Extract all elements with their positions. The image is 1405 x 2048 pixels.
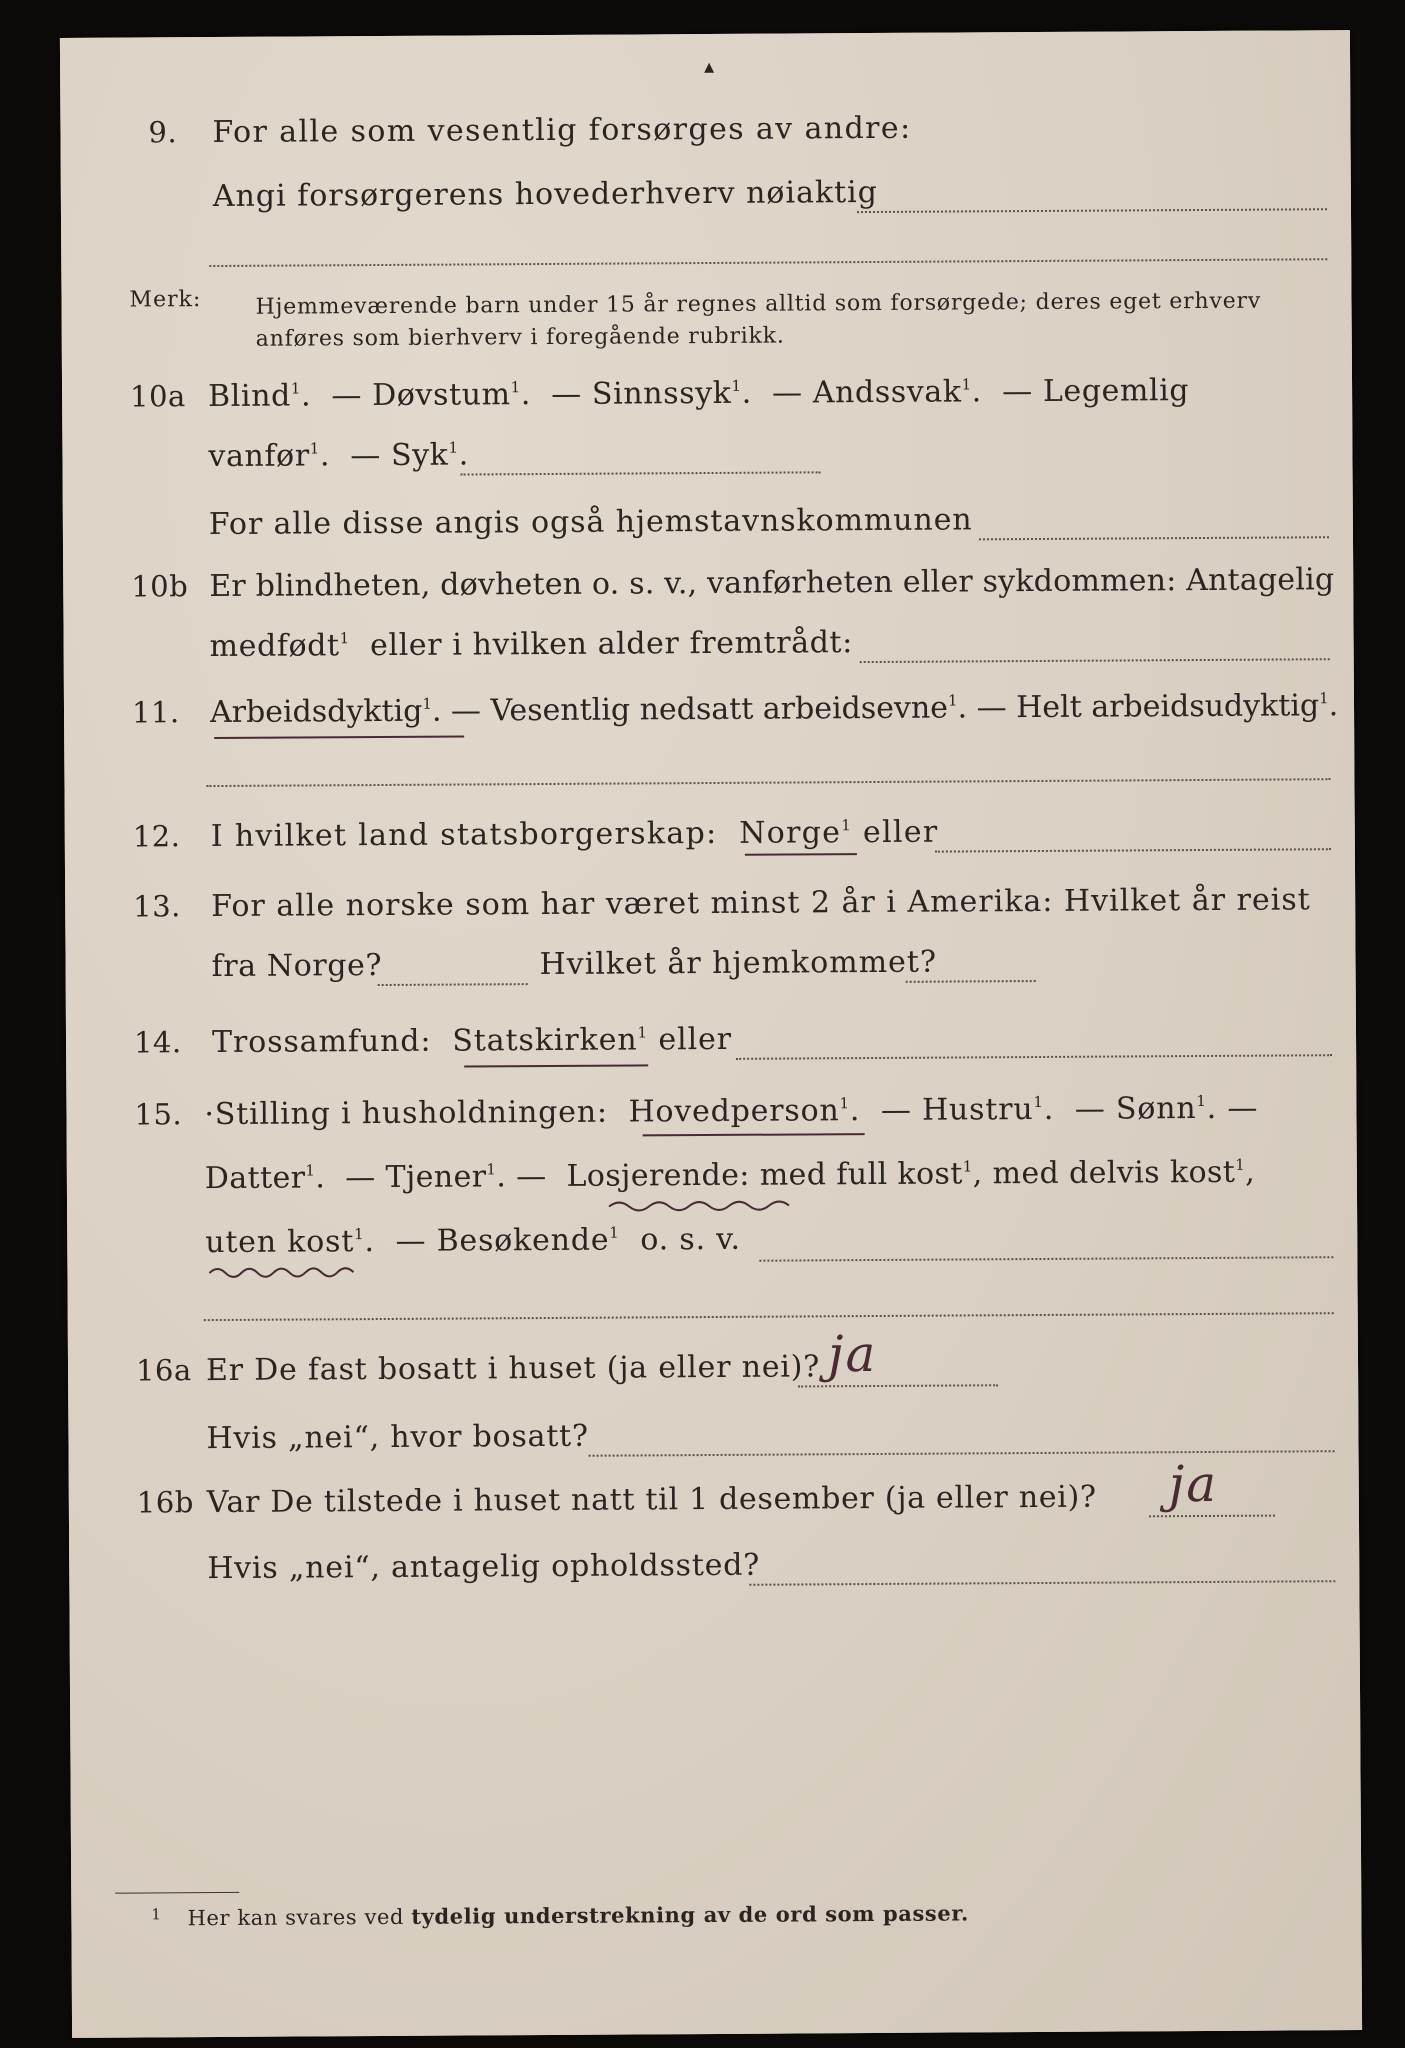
q13-line1: For alle norske som har været minst 2 år i Amerika: Hvilket år reist (211, 882, 1311, 925)
q11-answer-line[interactable] (206, 778, 1330, 787)
option-dovstum[interactable]: — Døvstum (331, 377, 511, 414)
q14-answer-line[interactable] (736, 1054, 1332, 1060)
q11-line: Arbeidsdyktig$^1$. — Vesentlig nedsatt arbeidsevne$^1$. — Helt arbeidsudyktig$^1$. (209, 688, 1339, 731)
q15-answer-line-2[interactable] (204, 1312, 1334, 1321)
q15-number: 15. (134, 1097, 183, 1132)
merk-line1: Hjemmeværende barn under 15 år regnes alltid som forsørgede; deres eget erhverv (255, 288, 1262, 320)
option-delvis-kost[interactable]: , med delvis kost (972, 1154, 1236, 1192)
q10b-line1: Er blindheten, døvheten o. s. v., vanførheten eller sykdommen: Antagelig (209, 562, 1335, 605)
q12-question: I hvilket land statsborgerskap: (210, 815, 718, 855)
footnote-ref: 1 (422, 694, 432, 713)
option-andssvak[interactable]: — Andssvak (771, 374, 962, 411)
footnote-bold-text: tydelig understrekning av de ord som passer. (411, 1900, 969, 1929)
q15-line2: Datter$^1$. — Tjener$^1$. — Losjerende: med full kost$^1$, med delvis kost$^1$, (204, 1154, 1256, 1197)
dash: — (516, 1159, 547, 1195)
option-losjerende[interactable]: Losjerende: (566, 1157, 750, 1194)
footnote-ref: 1 (339, 629, 350, 648)
option-sinnssyk[interactable]: — Sinnssyk (551, 375, 732, 412)
footnote-ref: 1 (1319, 689, 1329, 708)
option-hustru[interactable]: — Hustru (880, 1092, 1034, 1128)
q10b-answer-line[interactable] (860, 658, 1330, 663)
option-blind[interactable]: Blind (207, 378, 291, 415)
q16a-line2: Hvis „nei“, hvor bosatt? (206, 1418, 589, 1457)
q16b-number: 16b (136, 1485, 194, 1520)
q16b-handwritten-answer[interactable]: ja (1168, 1454, 1219, 1514)
footnote (151, 1900, 969, 1930)
option-nedsatt-arbeidsevne[interactable]: — Vesentlig nedsatt arbeidsevne (450, 690, 949, 729)
footnote-ref: 1 (1033, 1092, 1044, 1112)
q10a-number: 10a (129, 379, 186, 414)
footnote-ref: 1 (354, 1225, 365, 1244)
option-full-kost[interactable]: med full kost (759, 1156, 963, 1193)
option-sonn[interactable]: — Sønn (1074, 1091, 1197, 1127)
q11-period: . (1328, 688, 1339, 724)
q13-line2b: Hvilket år hjemkommet? (539, 944, 938, 983)
q16b-opholdssted-line[interactable] (749, 1580, 1335, 1586)
option-tjener[interactable]: — Tjener (345, 1159, 487, 1196)
merk-label: Merk: (129, 287, 202, 313)
q16a-number: 16a (135, 1353, 192, 1388)
q10a-hjemstavn-line[interactable] (979, 536, 1329, 540)
q9-answer-line-2[interactable] (209, 258, 1327, 267)
hovedperson-underline (643, 1133, 865, 1136)
footnote-ref: 1 (305, 1161, 316, 1180)
punch-mark: ▴ (704, 53, 715, 79)
q15-question: ·Stilling i husholdningen: (204, 1094, 608, 1133)
q12-line (211, 815, 939, 854)
comma: , (1245, 1154, 1256, 1190)
footnote-ref: 1 (637, 1023, 648, 1042)
q9-line2: Angi forsørgerens hovederhverv nøiaktig (212, 174, 879, 215)
option-norge[interactable]: Norge (739, 815, 842, 851)
q9-answer-line[interactable] (857, 208, 1327, 213)
q12-eller: eller (862, 814, 939, 851)
statskirken-underline (464, 1064, 648, 1067)
q16b-answer-line[interactable] (1149, 1515, 1275, 1518)
arbeidsdyktig-underline (214, 736, 464, 740)
option-uten-kost[interactable]: uten kost (205, 1224, 355, 1261)
option-syk[interactable]: — Syk (350, 437, 449, 474)
dash: — (1227, 1090, 1259, 1126)
q15-line3: uten kost$^1$. — Besøkende$^1$ o. s. v. (205, 1221, 741, 1261)
q14-number: 14. (133, 1025, 182, 1060)
q13-reist-line[interactable] (378, 983, 528, 986)
q10a-line1: Blind$^1$. — Døvstum$^1$. — Sinnssyk$^1$. — Andssvak$^1$. — Legemlig (207, 373, 1190, 415)
option-datter[interactable]: Datter (204, 1160, 306, 1197)
q13-number: 13. (133, 889, 181, 924)
q16b-line2: Hvis „nei“, antagelig opholdssted? (207, 1547, 761, 1587)
q15-line1: ·Stilling i husholdningen: Hovedperson$^1$. — Hustru$^1$. — Sønn$^1$. — (204, 1090, 1259, 1133)
footnote-rule (115, 1892, 239, 1894)
option-besokende[interactable]: — Besøkende (395, 1222, 610, 1259)
q14-question: Trossamfund: (211, 1023, 432, 1061)
q16a-bosatt-line[interactable] (589, 1450, 1335, 1457)
option-hovedperson[interactable]: Hovedperson (628, 1093, 840, 1130)
q9-line1: For alle som vesentlig forsørges av andre: (212, 110, 912, 151)
q11-number: 11. (131, 695, 180, 730)
q14-line (212, 1022, 732, 1060)
footnote-ref: 1 (841, 816, 853, 835)
footnote-ref: 1 (961, 375, 972, 394)
q13-line2a: fra Norge? (211, 948, 383, 985)
q10b-line2 (210, 625, 853, 664)
footnote-ref: 1 (609, 1223, 620, 1242)
merk-line2: anføres som bierhverv i foregående rubrikk. (255, 323, 785, 352)
footnote-text: Her kan svares ved (187, 1904, 405, 1931)
option-medfodt[interactable]: medfødt (209, 628, 340, 665)
option-vanfor[interactable]: vanfør (208, 438, 310, 475)
norge-underline (745, 853, 857, 856)
q12-number: 12. (132, 819, 181, 854)
uten-kost-wavy-underline (207, 1264, 367, 1281)
footnote-ref: 1 (947, 691, 958, 710)
q12-answer-line[interactable] (935, 848, 1331, 852)
q13-hjemkommet-line[interactable] (906, 980, 1036, 983)
q10a-line2: vanfør$^1$. — Syk$^1$. (208, 437, 469, 475)
footnote-ref: 1 (486, 1160, 497, 1179)
losjerende-wavy-underline (607, 1197, 807, 1214)
footnote-ref: 1 (510, 378, 521, 397)
q10a-answer-line[interactable] (461, 471, 821, 475)
option-statskirken[interactable]: Statskirken (452, 1022, 638, 1059)
q16b-line1: Var De tilstede i huset natt til 1 desember (ja eller nei)? (206, 1479, 1097, 1521)
q16a-answer-line[interactable] (798, 1384, 998, 1387)
option-arbeidsudyktig[interactable]: — Helt arbeidsudyktig (976, 688, 1320, 726)
q16a-handwritten-answer[interactable]: ja (827, 1324, 878, 1384)
q10b-question: eller i hvilken alder fremtrådt: (369, 625, 853, 664)
footnote-ref: 1 (1196, 1091, 1207, 1111)
q14-eller: eller (658, 1021, 733, 1058)
footnote-ref: 1 (290, 379, 302, 398)
footnote-ref: 1 (1235, 1155, 1246, 1174)
q10a-line3: For alle disse angis også hjemstavnskommunen (208, 502, 973, 543)
footnote-ref: 1 (962, 1157, 973, 1176)
q15-osv: o. s. v. (640, 1221, 741, 1258)
option-arbeidsdyktig[interactable]: Arbeidsdyktig (209, 693, 423, 731)
q9-number: 9. (148, 115, 178, 150)
footnote-ref: 1 (731, 376, 742, 395)
footnote-ref: 1 (448, 438, 459, 457)
option-legemlig[interactable]: — Legemlig (1002, 373, 1190, 410)
q15-answer-line[interactable] (759, 1256, 1333, 1262)
footnote-ref: 1 (839, 1094, 850, 1113)
census-form-page (60, 30, 1362, 2038)
q16a-line1: Er De fast bosatt i huset (ja eller nei)? (205, 1349, 821, 1389)
footnote-ref: 1 (309, 439, 320, 458)
footnote-marker: 1 (151, 1905, 162, 1924)
q10b-number: 10b (131, 569, 189, 604)
